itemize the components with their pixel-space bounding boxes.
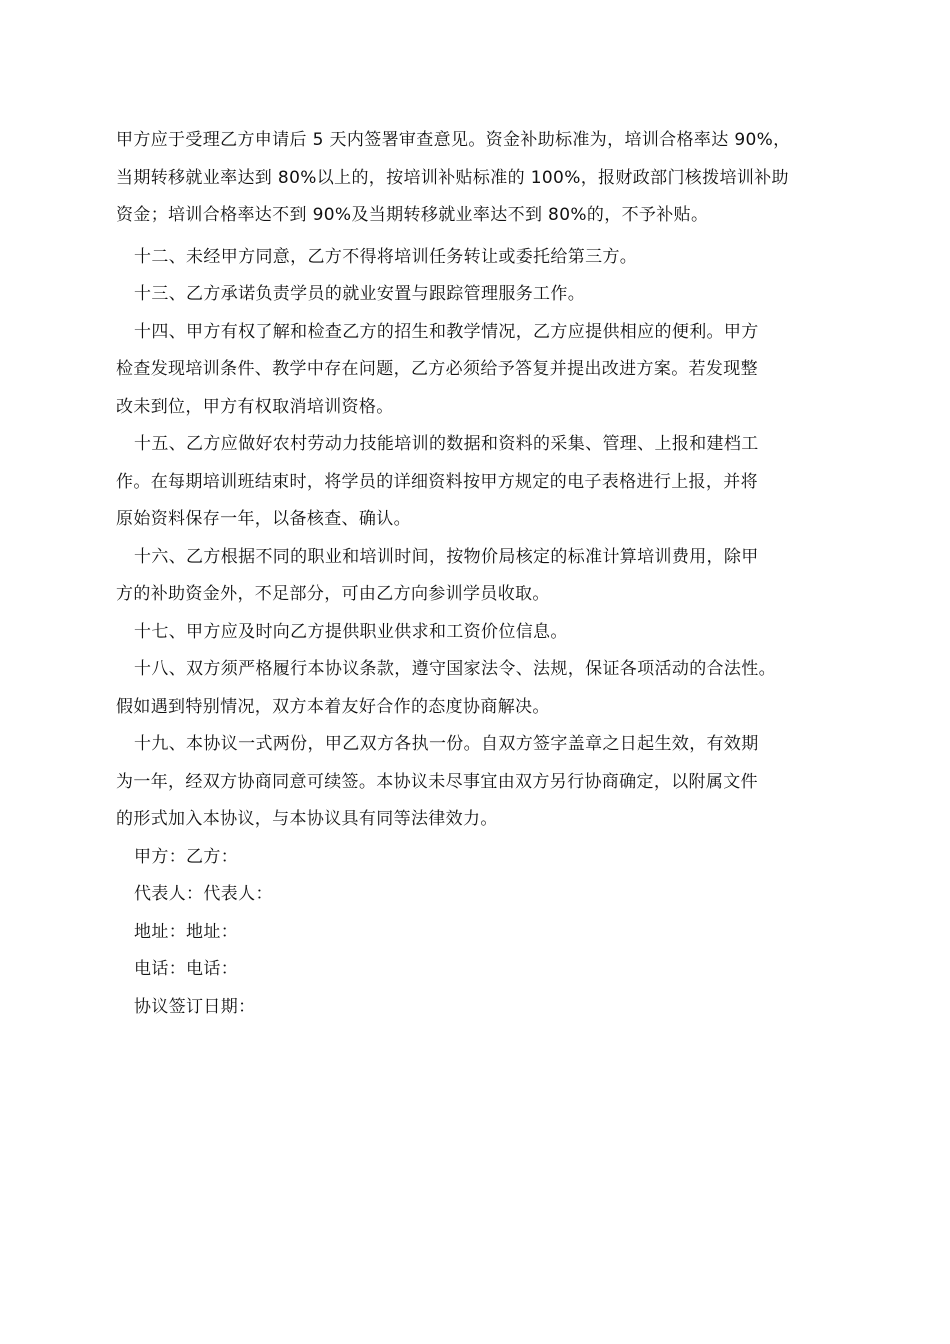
document-body xyxy=(116,122,836,1026)
text-line: 甲方应于受理乙方申请后 5 天内签署审查意见。资金补助标准为，培训合格率达 90%， xyxy=(116,130,791,150)
text-line: 十九、本协议一式两份，甲乙双方各执一份。自双方签字盖章之日起生效，有效期 xyxy=(134,734,759,754)
signature-representative: 代表人：代表人： xyxy=(134,884,273,904)
text-line: 假如遇到特别情况，双方本着友好合作的态度协商解决。 xyxy=(116,696,550,717)
text-line: 十四、甲方有权了解和检查乙方的招生和教学情况，乙方应提供相应的便利。甲方 xyxy=(134,321,759,342)
text-line: 十五、乙方应做好农村劳动力技能培训的数据和资料的采集、管理、上报和建档工 xyxy=(134,434,759,454)
text-line: 作。在每期培训班结束时，将学员的详细资料按甲方规定的电子表格进行上报，并将 xyxy=(116,471,758,492)
text-line: 检查发现培训条件、教学中存在问题，乙方必须给予答复并提出改进方案。若发现整 xyxy=(116,359,758,379)
text-line: 十三、乙方承诺负责学员的就业安置与跟踪管理服务工作。 xyxy=(134,284,586,304)
clause-15 xyxy=(116,426,836,539)
text-line: 当期转移就业率达到 80%以上的，按培训补贴标准的 100%，报财政部门核拨培训补助 xyxy=(116,167,789,188)
clause-14 xyxy=(116,314,836,427)
paragraph-continuation xyxy=(116,122,836,235)
clause-13 xyxy=(116,276,836,314)
text-line: 为一年，经双方协商同意可续签。本协议未尽事宜由双方另行协商确定，以附属文件 xyxy=(116,771,758,792)
clause-19 xyxy=(116,726,836,839)
text-line: 十七、甲方应及时向乙方提供职业供求和工资价位信息。 xyxy=(134,621,568,642)
clause-16 xyxy=(116,539,836,614)
signature-block xyxy=(116,839,836,1027)
text-line: 的形式加入本协议，与本协议具有同等法律效力。 xyxy=(116,809,498,829)
text-line: 十二、未经甲方同意，乙方不得将培训任务转让或委托给第三方。 xyxy=(134,246,638,267)
text-line: 资金；培训合格率达不到 90%及当期转移就业率达不到 80%的，不予补贴。 xyxy=(116,205,709,225)
signature-date: 协议签订日期： xyxy=(134,996,256,1017)
signature-phone: 电话：电话： xyxy=(134,959,239,979)
text-line: 方的补助资金外，不足部分，可由乙方向参训学员收取。 xyxy=(116,584,550,604)
clause-18 xyxy=(116,651,836,726)
signature-party: 甲方：乙方： xyxy=(134,846,239,867)
text-line: 十六、乙方根据不同的职业和培训时间，按物价局核定的标准计算培训费用，除甲 xyxy=(134,546,759,567)
text-line: 原始资料保存一年，以备核查、确认。 xyxy=(116,509,411,529)
text-line: 十八、双方须严格履行本协议条款，遵守国家法令、法规，保证各项活动的合法性。 xyxy=(134,659,776,679)
text-line: 改未到位，甲方有权取消培训资格。 xyxy=(116,396,394,417)
signature-address: 地址：地址： xyxy=(134,921,239,942)
clause-17 xyxy=(116,614,836,652)
clause-12 xyxy=(116,239,836,277)
